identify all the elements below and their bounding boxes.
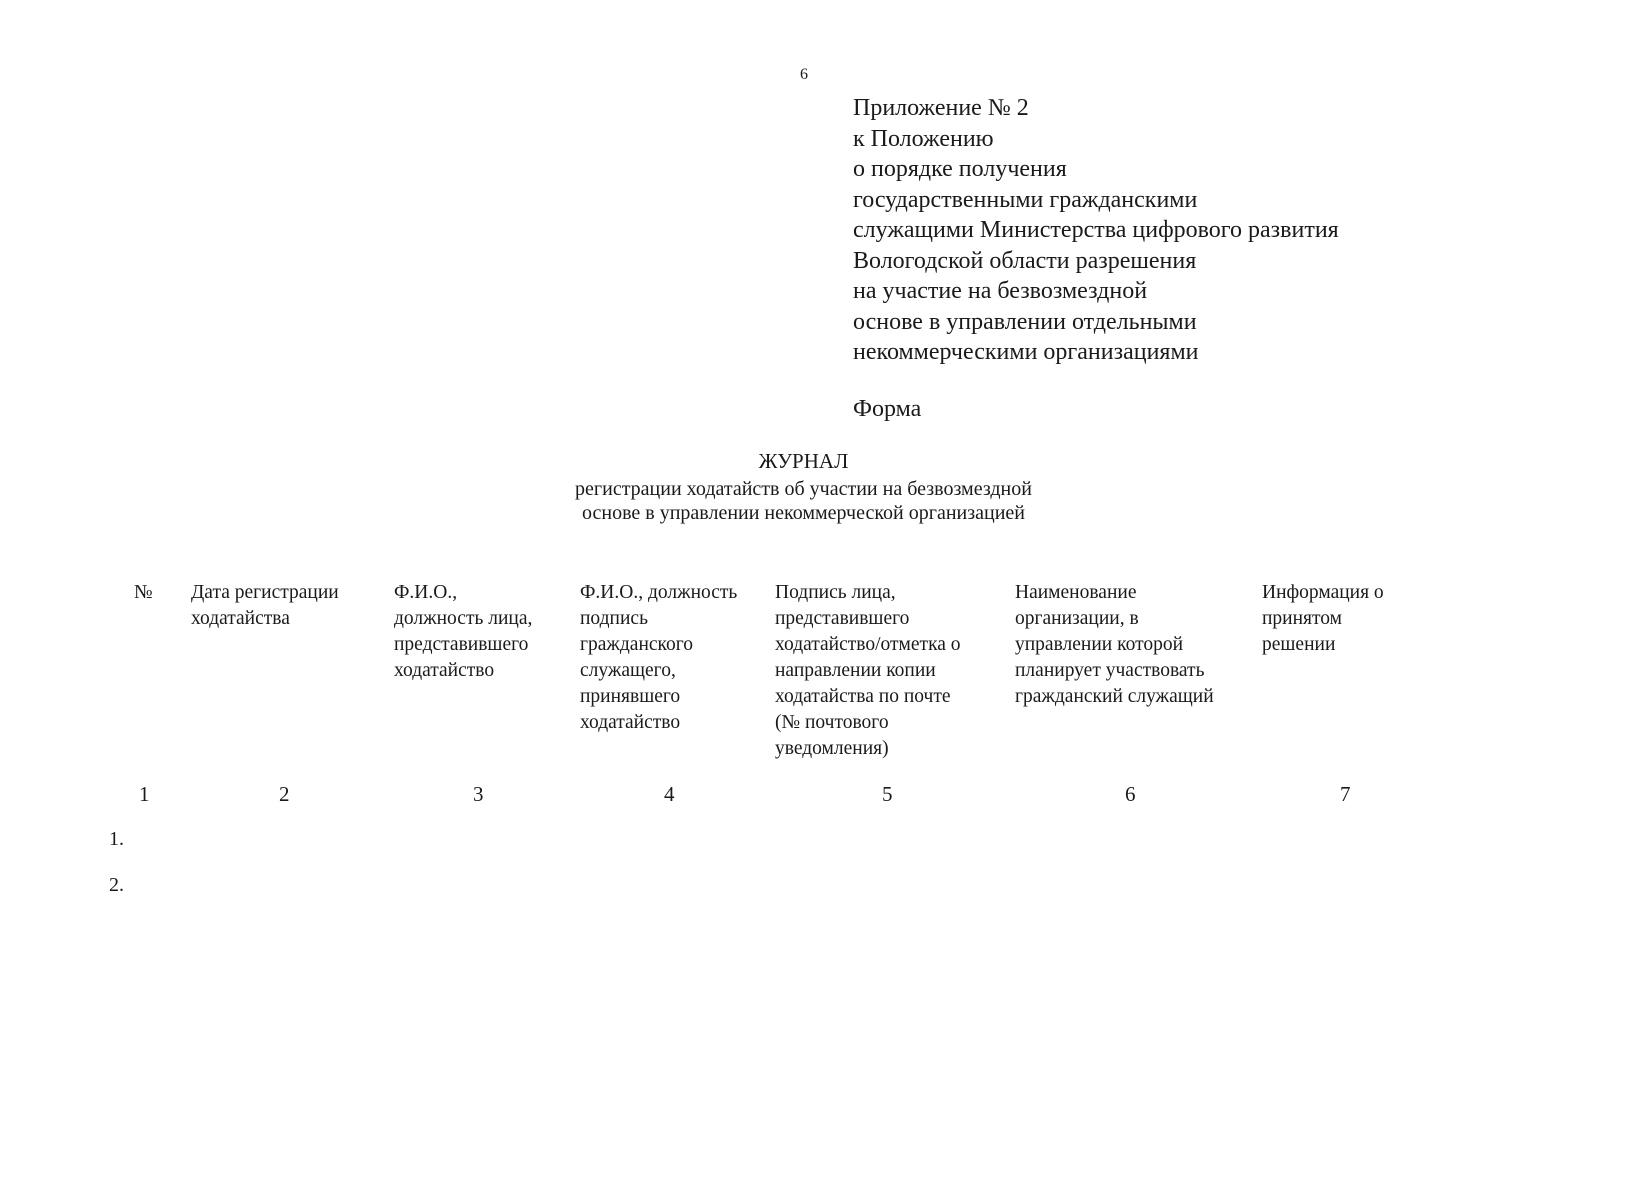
- column-header-decision: [1262, 580, 1384, 658]
- column-header-line: ходатайства по почте: [775, 686, 951, 707]
- column-header-organization: [1015, 580, 1214, 710]
- column-number: 3: [473, 782, 484, 806]
- journal-subtitle-line: регистрации ходатайств об участии на безвозмездной: [575, 478, 1032, 500]
- column-number: 2: [279, 782, 290, 806]
- column-header-line: ходатайство: [394, 660, 495, 681]
- appendix-line: Вологодской области разрешения: [853, 247, 1197, 274]
- journal-title: ЖУРНАЛ: [758, 449, 849, 473]
- row-number: 1.: [109, 828, 124, 850]
- column-header-line: решении: [1262, 634, 1336, 655]
- appendix-line: о порядке получения: [853, 156, 1067, 182]
- appendix-line: государственными гражданскими: [853, 186, 1198, 213]
- appendix-line: служащими Министерства цифрового развития: [853, 217, 1339, 243]
- column-number: 5: [882, 782, 893, 806]
- column-header-line: Наименование: [1015, 582, 1137, 603]
- column-header-number: [134, 580, 153, 606]
- column-header-line: служащего,: [580, 660, 676, 681]
- journal-subtitle-line: основе в управлении некоммерческой организацией: [581, 502, 1025, 524]
- column-header-line: (№ почтового: [775, 712, 889, 733]
- column-header-line: направлении копии: [775, 660, 936, 681]
- column-header-line: Информация о: [1262, 582, 1384, 603]
- column-header-line: должность лица,: [394, 608, 533, 629]
- column-header-line: управлении которой: [1015, 634, 1184, 655]
- column-header-line: ходатайства: [191, 608, 290, 629]
- form-label: Форма: [853, 396, 922, 422]
- column-header-line: организации, в: [1015, 608, 1139, 629]
- journal-subtitle: [0, 477, 1607, 525]
- column-header-line: ходатайство: [580, 712, 681, 733]
- column-header-receiver: [580, 580, 737, 736]
- column-number: 4: [664, 782, 675, 806]
- page-number: 6: [800, 66, 808, 83]
- appendix-line: основе в управлении отдельными: [853, 308, 1197, 335]
- column-header-line: №: [134, 582, 153, 603]
- column-header-submitter: [394, 580, 532, 684]
- column-header-line: Дата регистрации: [191, 582, 339, 603]
- column-header-registration-date: [191, 580, 339, 632]
- appendix-line: на участие на безвозмездной: [853, 278, 1148, 304]
- column-header-line: Подпись лица,: [775, 582, 896, 603]
- column-header-line: планирует участвовать: [1015, 660, 1205, 681]
- column-number: 1: [139, 782, 150, 806]
- appendix-line: к Положению: [853, 125, 994, 152]
- row-number: 2.: [109, 874, 124, 896]
- column-header-line: ходатайство/отметка о: [775, 634, 961, 655]
- column-header-line: подпись: [580, 608, 648, 629]
- appendix-line: Приложение № 2: [853, 95, 1029, 121]
- column-header-line: принявшего: [580, 686, 681, 707]
- column-header-line: представившего: [775, 608, 910, 629]
- column-header-signature: [775, 580, 961, 762]
- appendix-line: некоммерческими организациями: [853, 339, 1199, 365]
- column-header-line: представившего: [394, 634, 529, 655]
- column-header-line: Ф.И.О.,: [394, 582, 458, 603]
- column-header-line: принятом: [1262, 608, 1343, 629]
- column-header-line: Ф.И.О., должность: [580, 582, 738, 603]
- column-header-line: гражданский служащий: [1015, 686, 1214, 707]
- column-number: 7: [1340, 782, 1351, 806]
- column-number: 6: [1125, 782, 1136, 806]
- column-header-line: уведомления): [775, 738, 889, 759]
- column-header-line: гражданского: [580, 634, 694, 655]
- appendix-block: [853, 93, 1339, 368]
